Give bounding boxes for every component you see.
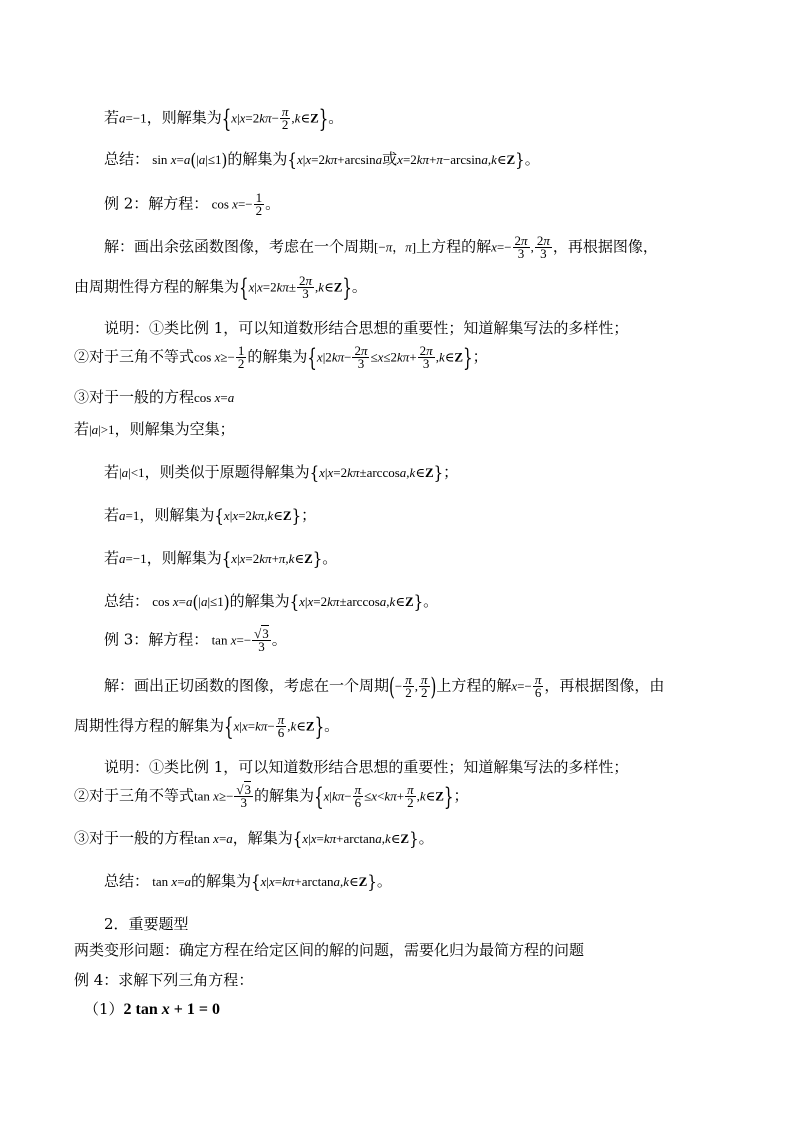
line-5: 由周期性得方程的解集为{x|x=2kπ± $\frac{2\pi}{3}$ ,k∈Z}。	[74, 273, 367, 302]
line-11: 若a=1，则解集为{x|x=2kπ,k∈Z}；	[104, 505, 317, 527]
section-heading: 2．重要题型	[104, 915, 189, 933]
line-19: ③对于一般的方程tan x=a，解集为{x|x=kπ+arctana,k∈Z}。	[74, 828, 434, 850]
line-8: ③对于一般的方程cos x=a	[74, 388, 235, 406]
line-7: ②对于三角不等式cos x≥− $\frac{1}{2}$ 的解集为{x|2kπ− $\frac{2\pi}{3}$ ≤x≤2kπ+ $\frac{2\pi}{3}$ ,k∈Z}；	[74, 343, 488, 372]
line-24: （1）2 tan x + 1 = 0	[84, 1000, 221, 1018]
line-16: 周期性得方程的解集为{x|x=kπ− $\frac{\pi}{6}$ ,k∈Z}。	[74, 712, 340, 741]
line-4: 解：画出余弦函数图像，考虑在一个周期[−π，π]上方程的解x=− $\frac{2\pi}{3}$ , $\frac{2\pi}{3}$ ，再根据图像，	[104, 233, 658, 261]
line-23: 例 4：求解下列三角方程：	[74, 971, 254, 989]
line-1: 若a=−1，则解集为{x|x=2kπ− $\frac{\pi}{2}$ ,k∈Z}。	[104, 104, 344, 133]
line-20: 总结： tan x=a的解集为{x|x=kπ+arctana,k∈Z}。	[104, 871, 392, 893]
line-10: 若|a|<1，则类似于原题得解集为{x|x=2kπ±arccosa,k∈Z}；	[104, 462, 459, 484]
line-18: ②对于三角不等式tan x≥− $\frac{√3}{3}$ 的解集为{x|kπ− $\frac{\pi}{6}$ ≤x<kπ+ $\frac{\pi}{2}$ ,k∈Z}；	[74, 782, 469, 811]
line-14: 例 3：解方程： tan x=− $\frac{√3}{3}$ 。	[104, 626, 287, 654]
line-9: 若|a|>1，则解集为空集；	[74, 420, 235, 438]
line-15: 解：画出正切函数的图像，考虑在一个周期(− $\frac{\pi}{2}$ , $\frac{\pi}{2}$ )上方程的解x=− $\frac{\pi}{6}$ ，再根据图像，由	[104, 672, 665, 701]
line-13: 总结： cos x=a(|a|≤1)的解集为{x|x=2kπ±arccosa,k∈Z}。	[104, 591, 439, 613]
line-22: 两类变形问题：确定方程在给定区间的解的问题，需要化归为最简方程的问题	[74, 941, 585, 959]
line-17: 说明：①类比例 1，可以知道数形结合思想的重要性；知道解集写法的多样性；	[104, 758, 629, 776]
line-6: 说明：①类比例 1，可以知道数形结合思想的重要性；知道解集写法的多样性；	[104, 319, 629, 337]
line-2: 总结： sin x=a(|a|≤1)的解集为{x|x=2kπ+arcsina或x=2kπ+π−arcsina,k∈Z}。	[104, 149, 540, 171]
line-3: 例 2：解方程： cos x=− $\frac{1}{2}$ 。	[104, 190, 281, 218]
line-12: 若a=−1，则解集为{x|x=2kπ+π,k∈Z}。	[104, 548, 338, 570]
